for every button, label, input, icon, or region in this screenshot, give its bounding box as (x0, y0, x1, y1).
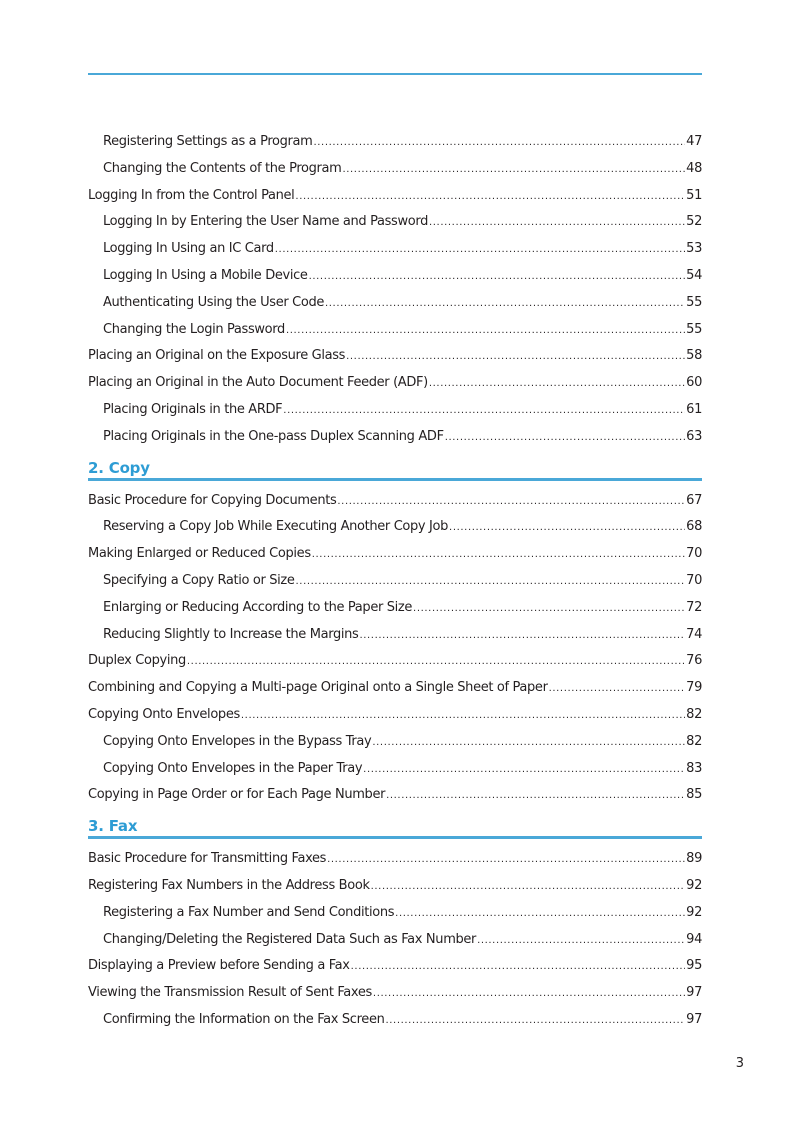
toc-entry-label: Placing an Original in the Auto Document Feeder (ADF) (88, 375, 428, 391)
toc-entry-page: 92 (686, 877, 702, 893)
chapter-heading-fax[interactable] (88, 814, 702, 851)
toc-entry[interactable] (88, 932, 702, 959)
dot-leader (429, 214, 685, 229)
toc-entry[interactable] (88, 429, 702, 456)
toc-entry-label: Logging In Using a Mobile Device (103, 267, 308, 283)
toc-entry-label: Enlarging or Reducing According to the Paper Size (103, 599, 413, 615)
toc-entry-page: 48 (686, 160, 702, 176)
toc-entry-page: 67 (686, 492, 702, 508)
dot-leader (346, 348, 685, 363)
toc-entry-label: Logging In Using an IC Card (103, 241, 274, 257)
toc-entry-label: Changing/Deleting the Registered Data Such as Fax Number (103, 931, 477, 947)
dot-leader (372, 734, 685, 749)
dot-leader (296, 573, 686, 588)
toc-entry-page: 54 (686, 267, 702, 283)
dot-leader (373, 985, 685, 1000)
toc-entry[interactable] (88, 402, 702, 429)
dot-leader (342, 161, 685, 176)
dot-leader (286, 322, 685, 337)
toc-entry-label: Duplex Copying (88, 653, 186, 669)
toc-entry[interactable] (88, 214, 702, 241)
toc-entry[interactable] (88, 322, 702, 349)
toc-entry[interactable] (88, 1012, 702, 1039)
toc-entry-label: Viewing the Transmission Result of Sent Faxes (88, 985, 372, 1001)
toc-entry-page: 79 (686, 680, 702, 696)
dot-leader (371, 878, 686, 893)
toc-entry-page: 47 (686, 134, 702, 149)
toc-entry-label: Copying Onto Envelopes in the Paper Tray (103, 760, 363, 776)
toc-entry[interactable] (88, 546, 702, 573)
toc-entry[interactable] (88, 241, 702, 268)
toc-entry[interactable] (88, 519, 702, 546)
chapter-title[interactable]: 3. Fax (88, 817, 138, 836)
toc-entry-page: 85 (686, 787, 702, 803)
toc-entry-page: 70 (686, 572, 702, 588)
toc-entry-page: 55 (686, 321, 702, 337)
dot-leader (295, 188, 685, 203)
dot-leader (325, 295, 685, 310)
toc-entry-page: 61 (686, 401, 702, 417)
chapter-rule (88, 836, 702, 839)
dot-leader (359, 627, 685, 642)
toc-entry-page: 97 (686, 985, 702, 1001)
toc-entry-page: 58 (686, 348, 702, 364)
table-of-contents (88, 134, 702, 1039)
toc-entry-page: 74 (686, 626, 702, 642)
toc-entry[interactable] (88, 905, 702, 932)
toc-section-copy (88, 493, 702, 815)
toc-entry-page: 94 (686, 931, 702, 947)
toc-section-continued (88, 134, 702, 456)
dot-leader (395, 905, 685, 920)
toc-entry-page: 76 (686, 653, 702, 669)
toc-entry[interactable] (88, 761, 702, 788)
page-number: 3 (735, 1056, 744, 1071)
toc-entry-page: 97 (686, 1011, 702, 1027)
toc-entry-label: Specifying a Copy Ratio or Size (103, 572, 295, 588)
toc-entry-page: 52 (686, 214, 702, 230)
toc-entry[interactable] (88, 295, 702, 322)
toc-entry-label: Registering Fax Numbers in the Address Book (88, 877, 370, 893)
toc-entry[interactable] (88, 134, 702, 161)
toc-entry-page: 89 (686, 851, 702, 867)
toc-entry[interactable] (88, 493, 702, 520)
dot-leader (337, 493, 685, 508)
dot-leader (187, 653, 685, 668)
toc-entry[interactable] (88, 375, 702, 402)
toc-entry[interactable] (88, 600, 702, 627)
toc-entry-label: Confirming the Information on the Fax Screen (103, 1011, 385, 1027)
dot-leader (275, 241, 685, 256)
toc-entry-label: Copying Onto Envelopes (88, 706, 240, 722)
dot-leader (327, 851, 685, 866)
toc-entry-label: Changing the Login Password (103, 321, 285, 337)
toc-entry[interactable] (88, 680, 702, 707)
toc-entry[interactable] (88, 787, 702, 814)
header-rule (88, 73, 702, 75)
toc-entry-label: Displaying a Preview before Sending a Fax (88, 958, 350, 974)
dot-leader (241, 707, 685, 722)
dot-leader (477, 932, 685, 947)
dot-leader (351, 958, 686, 973)
chapter-rule (88, 478, 702, 481)
toc-entry[interactable] (88, 734, 702, 761)
dot-leader (283, 402, 685, 417)
dot-leader (363, 761, 685, 776)
chapter-heading-copy[interactable] (88, 456, 702, 493)
dot-leader (429, 375, 685, 390)
toc-entry-page: 63 (686, 428, 702, 444)
toc-entry-page: 72 (686, 599, 702, 615)
toc-entry-label: Changing the Contents of the Program (103, 160, 342, 176)
toc-entry[interactable] (88, 707, 702, 734)
toc-entry[interactable] (88, 161, 702, 188)
toc-entry[interactable] (88, 348, 702, 375)
toc-entry[interactable] (88, 188, 702, 215)
toc-entry[interactable] (88, 653, 702, 680)
toc-entry-page: 83 (686, 760, 702, 776)
dot-leader (309, 268, 686, 283)
toc-entry-label: Logging In from the Control Panel (88, 187, 295, 203)
toc-entry[interactable] (88, 958, 702, 985)
dot-leader (449, 519, 685, 534)
toc-entry-label: Placing Originals in the ARDF (103, 401, 283, 417)
toc-entry-page: 68 (686, 519, 702, 535)
toc-entry-page: 51 (686, 187, 702, 203)
toc-entry-label: Copying Onto Envelopes in the Bypass Tray (103, 733, 372, 749)
toc-entry[interactable] (88, 851, 702, 878)
dot-leader (313, 134, 685, 149)
dot-leader (386, 787, 685, 802)
toc-entry-page: 92 (686, 904, 702, 920)
toc-entry[interactable] (88, 627, 702, 654)
toc-entry-label: Combining and Copying a Multi-page Original onto a Single Sheet of Paper (88, 680, 548, 696)
toc-entry-page: 55 (686, 294, 702, 310)
toc-entry-label: Reducing Slightly to Increase the Margins (103, 626, 359, 642)
toc-entry-label: Basic Procedure for Copying Documents (88, 492, 337, 508)
toc-entry-label: Reserving a Copy Job While Executing Another Copy Job (103, 519, 449, 535)
dot-leader (549, 680, 686, 695)
toc-section-fax (88, 851, 702, 1039)
toc-entry-label: Registering a Fax Number and Send Conditions (103, 904, 395, 920)
toc-entry-page: 82 (686, 706, 702, 722)
dot-leader (312, 546, 685, 561)
toc-entry-label: Registering Settings as a Program (103, 134, 313, 149)
toc-entry-page: 53 (686, 241, 702, 257)
chapter-title[interactable]: 2. Copy (88, 458, 150, 477)
dot-leader (386, 1012, 686, 1027)
toc-entry-page: 95 (686, 958, 702, 974)
toc-entry-label: Making Enlarged or Reduced Copies (88, 546, 311, 562)
toc-entry-page: 60 (686, 375, 702, 391)
toc-entry-page: 70 (686, 546, 702, 562)
toc-entry[interactable] (88, 985, 702, 1012)
dot-leader (445, 429, 685, 444)
toc-entry-label: Placing an Original on the Exposure Glass (88, 348, 346, 364)
toc-entry[interactable] (88, 573, 702, 600)
toc-entry[interactable] (88, 268, 702, 295)
toc-entry[interactable] (88, 878, 702, 905)
dot-leader (413, 600, 685, 615)
toc-entry-label: Basic Procedure for Transmitting Faxes (88, 851, 327, 867)
toc-entry-page: 82 (686, 733, 702, 749)
toc-entry-label: Logging In by Entering the User Name and Password (103, 214, 428, 230)
toc-entry-label: Authenticating Using the User Code (103, 294, 324, 310)
toc-entry-label: Copying in Page Order or for Each Page Number (88, 787, 386, 803)
toc-entry-label: Placing Originals in the One-pass Duplex Scanning ADF (103, 428, 444, 444)
